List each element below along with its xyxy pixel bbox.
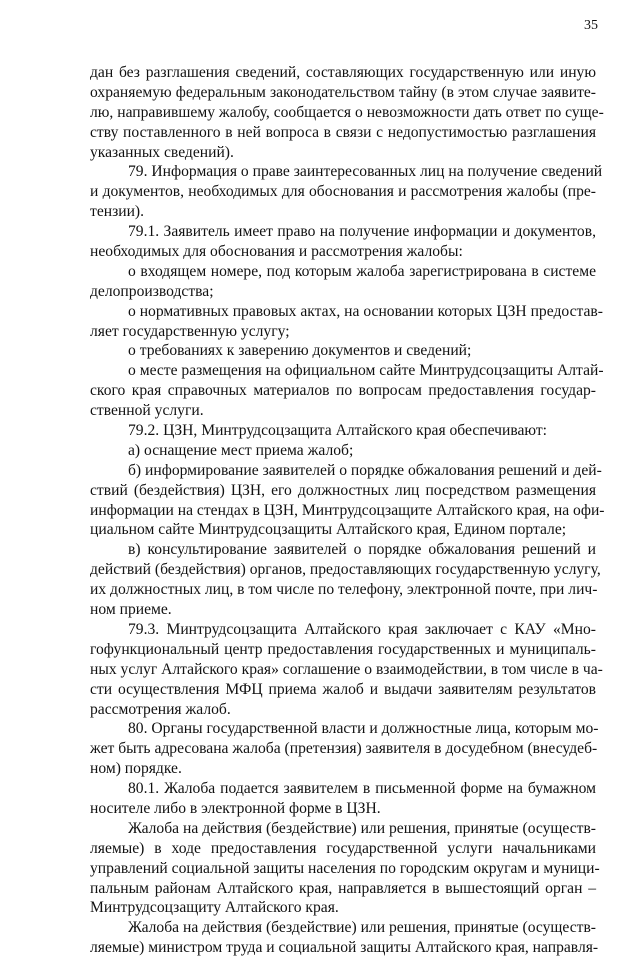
text-line: 80. Органы государственной власти и должностные лица, которым мо- [128, 720, 599, 738]
text-line: пальным районам Алтайского края, направляется в вышестоящий орган – [90, 879, 596, 897]
text-line: 79. Информация о праве заинтересованных лиц на получение сведений [128, 163, 603, 181]
text-line: гофункциональный центр предоставления государственных и муниципаль- [90, 640, 596, 658]
text-line: ляет государственную услугу; [90, 322, 290, 340]
text-line: действий (бездействия) органов, предоставляющих государственную услугу, [90, 561, 601, 579]
scan-speck [487, 878, 489, 880]
text-line: делопроизводства; [90, 282, 214, 300]
text-line: Минтрудсоцзащиту Алтайского края. [90, 899, 339, 917]
text-line: циальном сайте Минтрудсоцзащиты Алтайского края, Едином портале; [90, 521, 567, 539]
text-line: и документов, необходимых для обоснования и рассмотрения жалобы (пре- [90, 183, 596, 201]
text-line: ном приеме. [90, 601, 172, 619]
text-line: управлений социальной защиты населения по городским округам и муници- [90, 859, 600, 877]
text-line: ном) порядке. [90, 760, 182, 778]
text-line: о нормативных правовых актах, на основании которых ЦЗН предостав- [128, 302, 603, 320]
text-line: о требованиях к заверению документов и сведений; [128, 342, 472, 360]
text-line: 79.1. Заявитель имеет право на получение информации и документов, [128, 223, 596, 241]
text-line: тензии). [90, 203, 145, 221]
text-line: в) консультирование заявителей о порядке обжалования решений и [128, 541, 596, 559]
text-line: необходимых для обоснования и рассмотрения жалобы: [90, 243, 463, 261]
text-line: ству поставленного в ней вопроса в связи с недопустимостью разглашения [90, 123, 596, 141]
text-line: рассмотрения жалоб. [90, 700, 231, 718]
text-line: лю, направившему жалобу, сообщается о невозможности дать ответ по суще- [90, 103, 604, 121]
text-line: 79.3. Минтрудсоцзащита Алтайского края заключает с КАУ «Мно- [128, 620, 596, 638]
text-line: охраняемую федеральным законодательством тайну (в этом случае заявите- [90, 83, 596, 101]
text-line: 80.1. Жалоба подается заявителем в письменной форме на бумажном [128, 780, 596, 798]
text-line: ского края справочных материалов по вопросам предоставления государ- [90, 382, 596, 400]
text-line: ственной услуги. [90, 402, 204, 420]
text-line: информации на стендах в ЦЗН, Минтрудсоцзащите Алтайского края, на офи- [90, 501, 605, 519]
text-line: ствий (бездействия) ЦЗН, его должностных лиц посредством размещения [90, 481, 596, 499]
text-line: ляемые) министром труда и социальной защиты Алтайского края, направля- [90, 939, 599, 957]
text-line: а) оснащение мест приема жалоб; [128, 441, 354, 459]
text-line: Жалоба на действия (бездействие) или решения, принятые (осуществ- [128, 819, 596, 837]
text-line: 79.2. ЦЗН, Минтрудсоцзащита Алтайского края обеспечивают: [128, 422, 548, 440]
text-line: жет быть адресована жалоба (претензия) заявителя в досудебном (внесудеб- [90, 740, 598, 758]
text-line: б) информирование заявителей о порядке обжалования решений и дей- [128, 461, 602, 479]
text-line: указанных сведений). [90, 143, 234, 161]
document-body [90, 63, 605, 958]
page-number: 35 [584, 18, 598, 33]
text-line: Жалоба на действия (бездействие) или решения, принятые (осуществ- [128, 919, 596, 937]
text-line: ляемые) в ходе предоставления государственной услуги начальниками [90, 839, 596, 857]
text-line: о входящем номере, под которым жалоба зарегистрирована в системе [128, 262, 596, 280]
text-line: дан без разглашения сведений, составляющих государственную или иную [90, 64, 596, 81]
text-line: о месте размещения на официальном сайте Минтрудсоцзащиты Алтай- [128, 362, 604, 380]
text-line: их должностных лиц, в том числе по телефону, электронной почте, при лич- [90, 581, 598, 599]
text-line: ных услуг Алтайского края» соглашение о взаимодействии, в том числе в ча- [90, 660, 603, 678]
text-line: сти осуществления МФЦ приема жалоб и выдачи заявителям результатов [90, 680, 596, 698]
text-line: носителе либо в электронной форме в ЦЗН. [90, 799, 381, 817]
